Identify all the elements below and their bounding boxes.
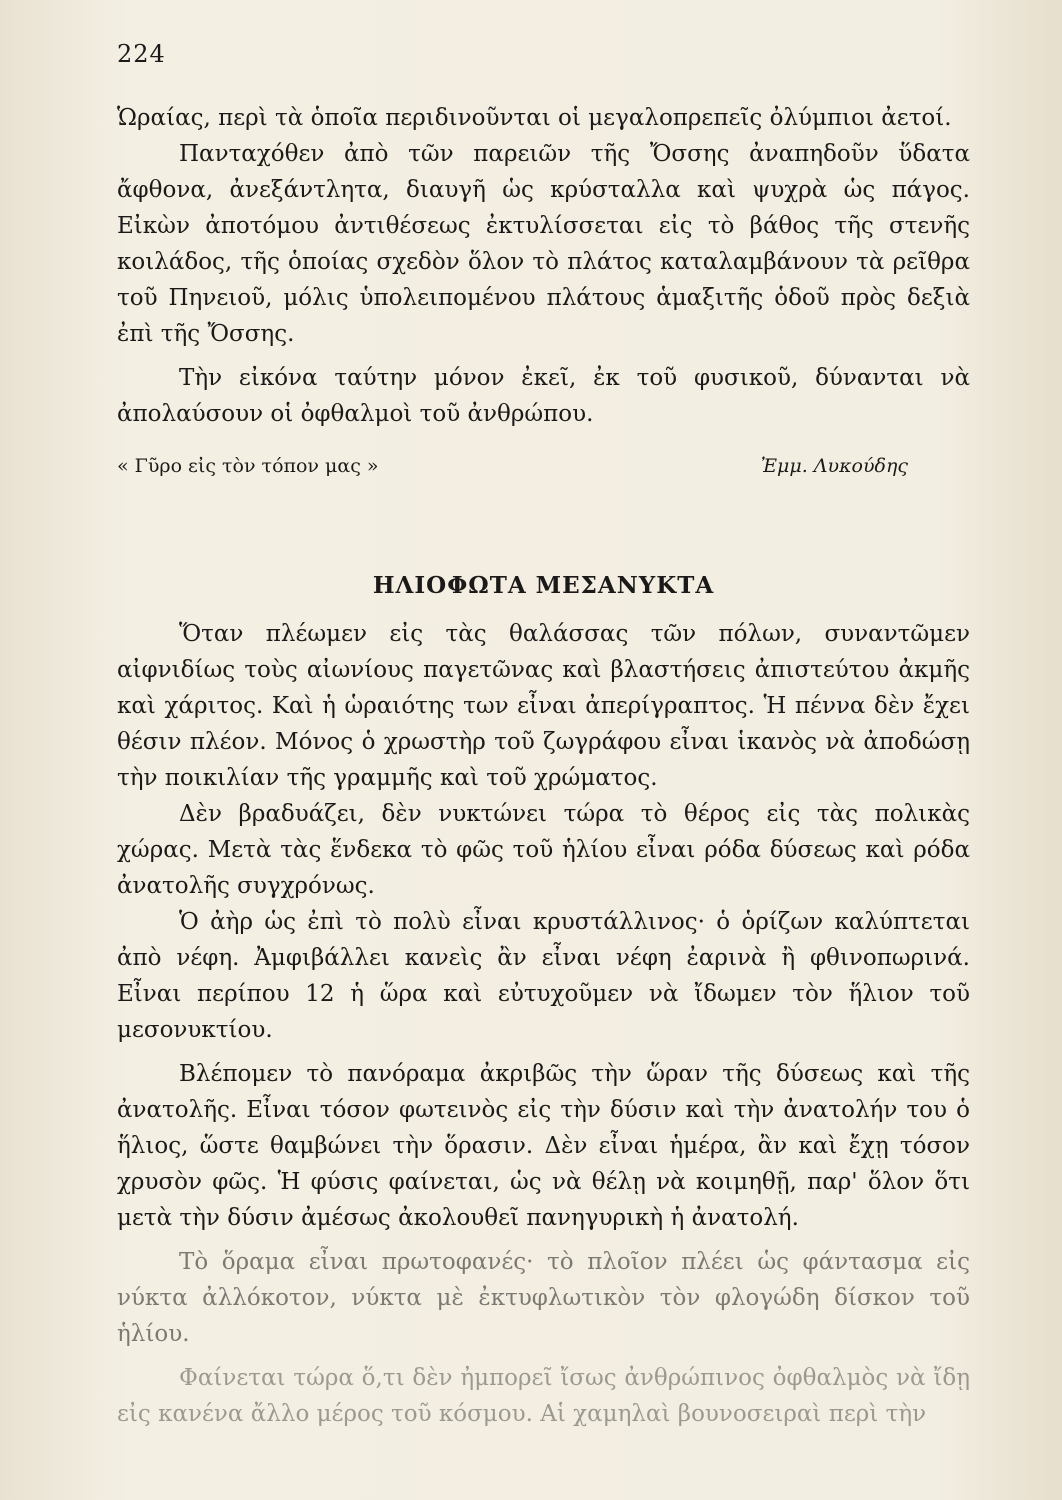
source-title: « Γῦρο εἰς τὸν τόπον μας » (117, 455, 379, 477)
paragraph: Ὁ ἀὴρ ὡς ἐπὶ τὸ πολὺ εἶναι κρυστάλλινος· ὁ ὁρίζων καλύπτεται ἀπὸ νέφη. Ἀμφιβάλλει κανεὶς ἂν εἶναι νέφη ἐαρινὰ ἢ φθινοπωρινά. Εἶναι περίπου 12 ἡ ὥρα καὶ εὐτυχοῦμεν νὰ ἴδωμεν τὸν ἥλιον τοῦ μεσονυκτίου. (117, 909, 970, 1043)
source-author: Ἐμμ. Λυκούδης (760, 455, 908, 477)
page-number: 224 (117, 40, 166, 68)
page-text (117, 100, 970, 1432)
paragraph: Ὡραίας, περὶ τὰ ὁποῖα περιδινοῦνται οἱ μεγαλοπρεπεῖς ὀλύμπιοι ἀετοί. (117, 105, 952, 131)
paragraph: Βλέπομεν τὸ πανόραμα ἀκριβῶς τὴν ὥραν τῆς δύσεως καὶ τῆς ἀνατολῆς. Εἶναι τόσον φωτεινὸς εἰς τὴν δύσιν καὶ τὴν ἀνατολήν του ὁ ἥλιος, ὥστε θαμβώνει τὴν ὅρασιν. Δὲν εἶναι ἡμέρα, ἂν καὶ ἔχῃ τόσον χρυσὸν φῶς. Ἡ φύσις φαίνεται, ὡς νὰ θέλῃ νὰ κοιμηθῇ, παρ' ὅλον ὅτι μετὰ τὴν δύσιν ἀμέσως ἀκολουθεῖ πανηγυρικὴ ἡ ἀνατολή. (117, 1061, 970, 1231)
paragraph: Τὴν εἰκόνα ταύτην μόνον ἐκεῖ, ἐκ τοῦ φυσικοῦ, δύνανται νὰ ἀπολαύσουν οἱ ὀφθαλμοὶ τοῦ ἀνθρώπου. (117, 365, 970, 427)
paragraph: Δὲν βραδυάζει, δὲν νυκτώνει τώρα τὸ θέρος εἰς τὰς πολικὰς χώρας. Μετὰ τὰς ἕνδεκα τὸ φῶς τοῦ ἡλίου εἶναι ρόδα δύσεως καὶ ρόδα ἀνατολῆς συγχρόνως. (117, 801, 970, 899)
paragraph: Φαίνεται τώρα ὅ,τι δὲν ἠμπορεῖ ἴσως ἀνθρώπινος ὀφθαλμὸς νὰ ἴδῃ εἰς κανένα ἄλλο μέρος τοῦ κόσμου. Αἱ χαμηλαὶ βουνοσειραὶ περὶ τὴν (117, 1365, 970, 1427)
paragraph: Πανταχόθεν ἀπὸ τῶν παρειῶν τῆς Ὄσσης ἀναπηδοῦν ὕδατα ἄφθονα, ἀνεξάντλητα, διαυγῆ ὡς κρύσταλλα καὶ ψυχρὰ ὡς πάγος. Εἰκὼν ἀποτόμου ἀντιθέσεως ἐκτυλίσσεται εἰς τὸ βάθος τῆς στενῆς κοιλάδος, τῆς ὁποίας σχεδὸν ὅλον τὸ πλάτος καταλαμβάνουν τὰ ρεῖθρα τοῦ Πηνειοῦ, μόλις ὑπολειπομένου πλάτους ἁμαξιτῆς ὁδοῦ πρὸς δεξιὰ ἐπὶ τῆς Ὄσσης. (117, 141, 970, 347)
paragraph: Ὅταν πλέωμεν εἰς τὰς θαλάσσας τῶν πόλων, συναντῶμεν αἰφνιδίως τοὺς αἰωνίους παγετῶνας καὶ βλαστήσεις ἀπιστεύτου ἀκμῆς καὶ χάριτος. Καὶ ἡ ὡραιότης των εἶναι ἀπερίγραπτος. Ἡ πέννα δὲν ἔχει θέσιν πλέον. Μόνος ὁ χρωστὴρ τοῦ ζωγράφου εἶναι ἱκανὸς νὰ ἀποδώσῃ τὴν ποικιλίαν τῆς γραμμῆς καὶ τοῦ χρώματος. (117, 621, 970, 791)
paragraph: Τὸ ὅραμα εἶναι πρωτοφανές· τὸ πλοῖον πλέει ὡς φάντασμα εἰς νύκτα ἀλλόκοτον, νύκτα μὲ ἐκτυφλωτικὸν τὸν φλογώδη δίσκον τοῦ ἡλίου. (117, 1249, 970, 1347)
section-heading: ΗΛΙΟΦΩΤΑ ΜΕΣΑΝΥΚΤΑ (372, 572, 715, 599)
source-citation (117, 448, 970, 484)
